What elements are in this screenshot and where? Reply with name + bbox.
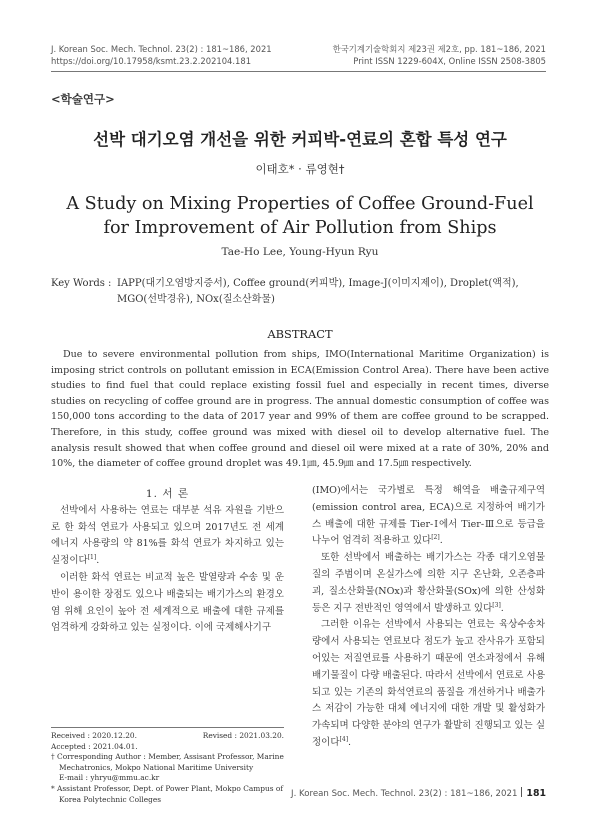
- keywords-block: [51, 276, 549, 308]
- paragraph: [51, 503, 284, 570]
- authors-english: Tae-Ho Lee, Young-Hyun Ryu: [221, 246, 379, 258]
- header-divider: [51, 71, 546, 72]
- reference-marker[interactable]: [1]: [87, 554, 97, 562]
- abstract-body: Due to severe environmental pollution from ships, IMO(International Maritime Organization) is imposing strict controls on pollutant emission in ECA(Emission Control Area). There have been active studies to find fuel that could replace existing fossil fuel and especially in recent times, diverse studies on recycling of coffee ground are in progress. The annual domestic consumption of coffee was 150,000 tons according to the data of 2017 year and 99% of them are coffee ground to be scrapped. Therefore, in this study, coffee ground was mixed with diesel oil to develop alternative fuel. The analysis result showed that when coffee ground and diesel oil were mixed at a rate of 30%, 20% and 10%, the diameter of coffee ground droplet was 49.1㎛, 45.9㎛ and 17.5㎛ respectively.: [51, 349, 549, 470]
- article-category: <학술연구>: [51, 92, 115, 106]
- title-english: A Study on Mixing Properties of Coffee Ground-Fuel for Improvement of Air Pollution from Ships: [66, 194, 534, 238]
- section-heading: 1. 서 론: [145, 488, 190, 500]
- assistant-author: * Assistant Professor, Dept. of Power Plant, Mokpo Campus of Korea Polytechnic Colleges: [51, 783, 284, 804]
- reference-marker[interactable]: [4]: [339, 735, 349, 743]
- received-date: Received : 2020.12.20.: [51, 731, 137, 740]
- keywords-label: Key Words :: [51, 278, 112, 289]
- abstract-title: ABSTRACT: [267, 327, 333, 341]
- corresponding-author: † Corresponding Author : Member, Assisant Professor, Marine Mechatronics, Mokpo National Maritime University: [51, 752, 284, 772]
- paragraph-text: 그러한 이유는 선박에서 사용되는 연료는 육상수송차량에서 사용되는 연료보다 점도가 높고 잔사유가 포함되어있는 저질연료를 사용하기 때문에 연소과정에서 유해배기물질이 다량 배출된다. 따라서 선박에서 연료로 사용되고 있는 기존의 화석연료의 품질을 개선하거나 배출가스 저감이 가능한 대체 에너지에 대한 개발 및 활성화가 가속되며 다양한 분야의 연구가 활발히 진행되고 있는 실정이다: [312, 619, 545, 748]
- reference-marker[interactable]: [3]: [492, 601, 501, 609]
- doi-link[interactable]: https://doi.org/10.17958/ksmt.23.2.202104.181: [51, 55, 252, 66]
- paragraph-end: .: [348, 736, 352, 748]
- issn-info: Print ISSN 1229-604X, Online ISSN 2508-3805: [353, 55, 546, 66]
- keywords-text: IAPP(대기오염방지증서), Coffee ground(커피박), Image-J(이미지제이), Droplet(액적), MGO(선박경유), NOx(질소산화물): [117, 278, 519, 305]
- paragraph-end: .: [96, 555, 100, 567]
- journal-citation: J. Korean Soc. Mech. Technol. 23(2) : 181~186, 2021: [51, 44, 272, 54]
- authors-korean: 이태호* · 류영현†: [255, 162, 345, 176]
- journal-header-left: [51, 44, 272, 67]
- title-korean: 선박 대기오염 개선을 위한 커피박-연료의 혼합 특성 연구: [93, 130, 507, 149]
- body-column-left: [51, 486, 284, 637]
- paragraph-end: .: [500, 602, 504, 614]
- paragraph-text: 선박에서 사용하는 연료는 대부분 석유 자원을 기반으로 한 화석 연료가 사용되고 있으며 2017년도 전 세계 에너지 사용량의 약 81%를 화석 연료가 차지하고 있는 실정이다: [51, 504, 284, 567]
- paragraph-end: .: [439, 535, 443, 547]
- footnote-divider: [51, 727, 284, 728]
- paragraph: [312, 617, 545, 751]
- paragraph-text: (IMO)에서는 국가별로 특정 해역을 배출규제구역(emission control area, ECA)으로 지정하여 배기가스 배출에 대한 규제를 Tier-Ⅰ에서 Tier-Ⅲ으로 등급을 나누어 엄격히 적용하고 있다: [312, 485, 545, 547]
- journal-citation-ko: 한국기계기술학회지 제23권 제2호, pp. 181~186, 2021: [332, 44, 546, 54]
- footer-citation: J. Korean Soc. Mech. Technol. 23(2) : 181~186, 2021: [291, 789, 518, 799]
- footer-divider: [521, 787, 522, 797]
- paragraph: 이러한 화석 연료는 비교적 높은 발열량과 수송 및 운반이 용이한 장점도 있으나 배출되는 배기가스의 환경오염 위해 요인이 높아 전 세계적으로 배출에 대한 규제를 엄격하게 강화하고 있는 실정이다. 이에 국제해사기구: [51, 571, 284, 634]
- reference-marker[interactable]: [2]: [431, 534, 440, 542]
- date-row: [51, 731, 284, 742]
- footnotes: [51, 727, 284, 805]
- accepted-date: Accepted : 2021.04.01.: [51, 741, 138, 751]
- paragraph-text: 또한 선박에서 배출하는 배기가스는 각종 대기오염물질의 주범이며 온실가스에 의한 지구 온난화, 오존층파괴, 질소산화물(NOx)과 황산화물(SOx)에 의한 산성화 등은 지구 전반적인 영역에서 발생하고 있다: [312, 552, 545, 614]
- body-column-right: [312, 483, 545, 752]
- page-footer: [291, 787, 546, 799]
- page-number: 181: [526, 788, 546, 799]
- paragraph: [312, 483, 545, 550]
- author-email[interactable]: E-mail : yhryu@mmu.ac.kr: [59, 773, 160, 783]
- journal-header-right: [333, 44, 546, 67]
- revised-date: Revised : 2021.03.20.: [202, 731, 284, 740]
- paragraph: [312, 550, 545, 617]
